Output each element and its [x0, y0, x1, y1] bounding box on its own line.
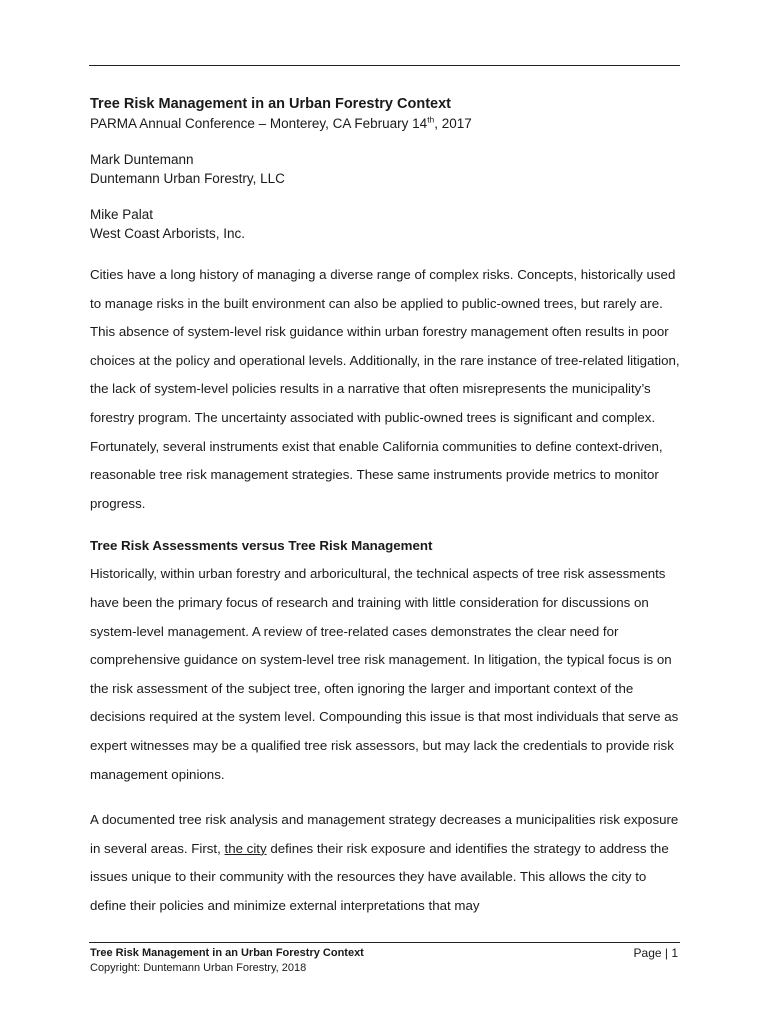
document-title: Tree Risk Management in an Urban Forestry Context [90, 96, 451, 112]
author-org: Duntemann Urban Forestry, LLC [90, 171, 285, 186]
strategy-text-end: defines their risk exposure and identifies the strategy to address the issues unique to their community with the resources they have available. This allows the city to define their policies and minimize external interpretations that may [90, 840, 669, 913]
subtitle-superscript: th [427, 114, 435, 125]
strategy-text-start: A documented tree risk analysis and management strategy decreases a municipalities risk exposure in several areas. First, [90, 812, 679, 856]
document-subtitle [90, 114, 680, 133]
author-name: Mark Duntemann [90, 152, 194, 167]
author-block-2 [90, 205, 680, 243]
author-block-1 [90, 150, 680, 188]
footer-rule [89, 942, 680, 943]
strategy-paragraph [90, 806, 680, 920]
footer-copyright: Copyright: Duntemann Urban Forestry, 2018 [90, 962, 307, 974]
author-name: Mike Palat [90, 207, 154, 222]
page-number: Page | 1 [633, 946, 678, 960]
section-heading: Tree Risk Assessments versus Tree Risk Management [90, 538, 433, 554]
intro-paragraph: Cities have a long history of managing a diverse range of complex risks. Concepts, historically used to manage risks in the built environment can also be applied to public-owned trees, but rarely are. This absence of system-level risk guidance within urban forestry management often results in poor choices at the policy and operational levels. Additionally, in the rare instance of tree-related litigation, the lack of system-level policies results in a narrative that often misrepresents the municipality’s forestry program. The uncertainty associated with public-owned trees is significant and complex. Fortunately, several instruments exist that enable California communities to define context-driven, reasonable tree risk management strategies. These same instruments provide metrics to monitor progress. [90, 267, 680, 511]
subtitle-year: , 2017 [434, 116, 472, 131]
footer-title: Tree Risk Management in an Urban Forestry Context [90, 947, 364, 959]
document-body [90, 94, 680, 920]
author-org: West Coast Arborists, Inc. [90, 226, 246, 241]
subtitle-text: PARMA Annual Conference – Monterey, CA February 14 [90, 116, 428, 131]
assessment-paragraph: Historically, within urban forestry and arboricultural, the technical aspects of tree risk assessments have been the primary focus of research and training with little consideration for discussions on system-level management. A review of tree-related cases demonstrates the clear need for comprehensive guidance on system-level tree risk management. In litigation, the typical focus is on the risk assessment of the subject tree, often ignoring the larger and important context of the decisions required at the system level. Compounding this issue is that most individuals that serve as expert witnesses may be a qualified tree risk assessors, but may lack the credentials to provide risk management opinions. [90, 566, 679, 782]
header-rule [89, 65, 680, 66]
underlined-phrase: the city [224, 840, 267, 856]
page-footer [90, 946, 680, 976]
